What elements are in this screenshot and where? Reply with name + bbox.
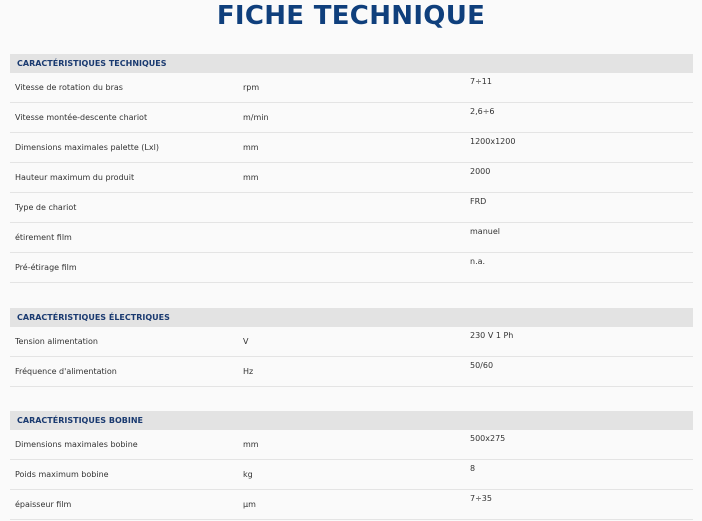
spec-value: 2,6÷6 (470, 107, 495, 116)
section-electrical (10, 308, 693, 387)
spec-label: Pré-étirage film (15, 263, 77, 272)
spec-label: épaisseur film (15, 500, 72, 509)
spec-label: Type de chariot (15, 203, 77, 212)
spec-value: 230 V 1 Ph (470, 331, 514, 340)
spec-label: Tension alimentation (15, 337, 98, 346)
spec-row (10, 253, 693, 283)
spec-row (10, 357, 693, 387)
spec-row (10, 73, 693, 103)
spec-label: étirement film (15, 233, 72, 242)
spec-value: 7÷35 (470, 494, 492, 503)
spec-rows (10, 430, 693, 520)
spec-value: FRD (470, 197, 487, 206)
spec-unit: Hz (243, 367, 254, 376)
spec-unit: rpm (243, 83, 260, 92)
spec-unit: µm (243, 500, 256, 509)
spec-unit: mm (243, 440, 259, 449)
spec-value: n.a. (470, 257, 486, 266)
spec-unit: kg (243, 470, 253, 479)
spec-row (10, 490, 693, 520)
spec-row (10, 460, 693, 490)
spec-unit: mm (243, 143, 259, 152)
spec-value: manuel (470, 227, 500, 236)
spec-value: 2000 (470, 167, 491, 176)
section-header: CARACTÉRISTIQUES TECHNIQUES (10, 54, 693, 73)
spec-value: 8 (470, 464, 476, 473)
spec-label: Vitesse de rotation du bras (15, 83, 123, 92)
spec-row (10, 223, 693, 253)
spec-value: 1200x1200 (470, 137, 516, 146)
spec-label: Vitesse montée-descente chariot (15, 113, 148, 122)
section-header: CARACTÉRISTIQUES ÉLECTRIQUES (10, 308, 693, 327)
spec-rows (10, 327, 693, 387)
spec-row (10, 133, 693, 163)
page-title: FICHE TECHNIQUE (216, 1, 486, 31)
spec-label: Dimensions maximales bobine (15, 440, 138, 449)
spec-label: Fréquence d'alimentation (15, 367, 117, 376)
spec-row (10, 327, 693, 357)
spec-unit: m/min (243, 113, 269, 122)
spec-row (10, 193, 693, 223)
section-header: CARACTÉRISTIQUES BOBINE (10, 411, 693, 430)
spec-row (10, 103, 693, 133)
section-reel (10, 411, 693, 520)
spec-rows (10, 73, 693, 283)
spec-value: 7÷11 (470, 77, 492, 86)
spec-label: Hauteur maximum du produit (15, 173, 135, 182)
spec-row (10, 430, 693, 460)
spec-label: Dimensions maximales palette (Lxl) (15, 143, 159, 152)
spec-row (10, 163, 693, 193)
spec-value: 50/60 (470, 361, 494, 370)
spec-value: 500x275 (470, 434, 506, 443)
spec-unit: V (243, 337, 249, 346)
section-technical (10, 54, 693, 283)
spec-unit: mm (243, 173, 259, 182)
spec-label: Poids maximum bobine (15, 470, 109, 479)
